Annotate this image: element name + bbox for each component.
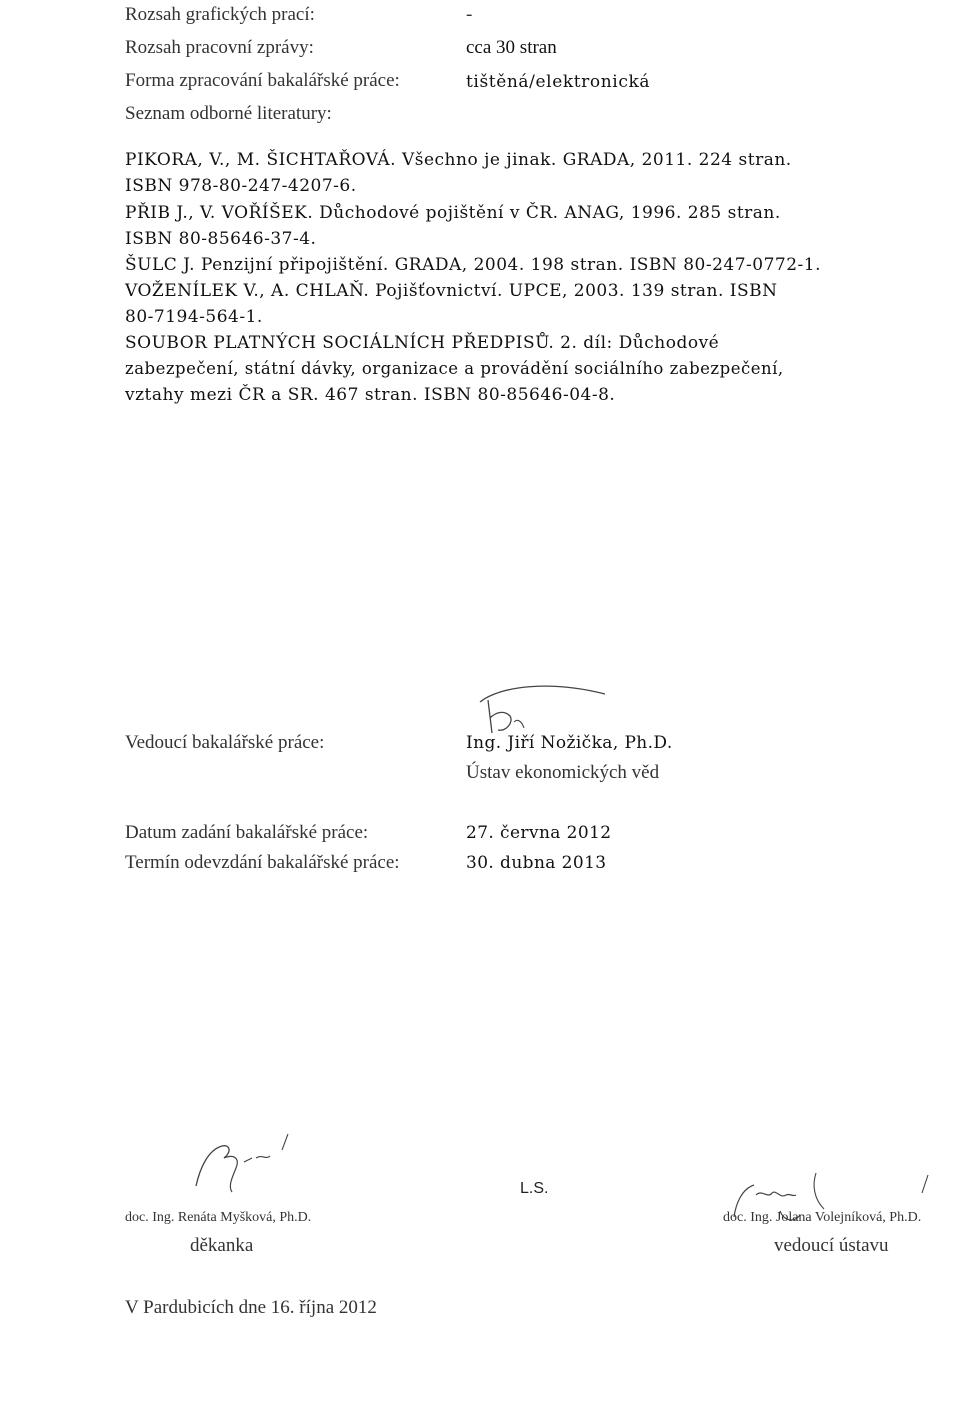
graphic-works-value: -	[466, 4, 473, 25]
dean-name: doc. Ing. Renáta Myšková, Ph.D.	[125, 1210, 312, 1225]
literature-line: VOŽENÍLEK V., A. CHLAŇ. Pojišťovnictví. UPCE, 2003. 139 stran. ISBN	[125, 281, 778, 301]
literature-line: zabezpečení, státní dávky, organizace a provádění sociálního zabezpečení,	[125, 359, 784, 378]
thesis-form-value: tištěná/elektronická	[466, 72, 651, 92]
due-date-label: Termín odevzdání bakalářské práce:	[125, 852, 400, 873]
dean-role: děkanka	[190, 1235, 254, 1256]
supervisor-label: Vedoucí bakalářské práce:	[125, 732, 325, 753]
literature-line: ŠULC J. Penzijní připojištění. GRADA, 2004. 198 stran. ISBN 80-247-0772-1.	[125, 255, 821, 275]
literature-line: PŘIB J., V. VOŘÍŠEK. Důchodové pojištění v ČR. ANAG, 1996. 285 stran.	[125, 203, 781, 223]
graphic-works-label: Rozsah grafických prací:	[125, 4, 315, 25]
literature-line: PIKORA, V., M. ŠICHTAŘOVÁ. Všechno je jinak. GRADA, 2011. 224 stran.	[125, 150, 792, 170]
head-role: vedoucí ústavu	[774, 1235, 889, 1256]
assigned-date-value: 27. června 2012	[466, 823, 612, 843]
literature-line: ISBN 80-85646-37-4.	[125, 229, 317, 249]
due-date-value: 30. dubna 2013	[466, 853, 607, 873]
supervisor-signature	[470, 678, 620, 738]
literature-heading: Seznam odborné literatury:	[125, 103, 332, 124]
supervisor-name: Ing. Jiří Nožička, Ph.D.	[466, 733, 673, 753]
seal-mark: L.S.	[520, 1180, 549, 1197]
report-scope-label: Rozsah pracovní zprávy:	[125, 37, 314, 58]
literature-line: vztahy mezi ČR a SR. 467 stran. ISBN 80-85646-04-8.	[125, 385, 616, 405]
literature-line: 80-7194-564-1.	[125, 307, 263, 327]
thesis-form-label: Forma zpracování bakalářské práce:	[125, 70, 400, 91]
literature-line: ISBN 978-80-247-4207-6.	[125, 176, 357, 196]
dean-signature	[178, 1128, 308, 1198]
literature-line: SOUBOR PLATNÝCH SOCIÁLNÍCH PŘEDPISŮ. 2. díl: Důchodové	[125, 333, 720, 353]
assigned-date-label: Datum zadání bakalářské práce:	[125, 822, 369, 843]
supervisor-institute: Ústav ekonomických věd	[466, 762, 660, 783]
head-name: doc. Ing. Jolana Volejníková, Ph.D.	[723, 1210, 922, 1225]
place-date: V Pardubicích dne 16. října 2012	[125, 1297, 377, 1318]
report-scope-value: cca 30 stran	[466, 37, 557, 58]
